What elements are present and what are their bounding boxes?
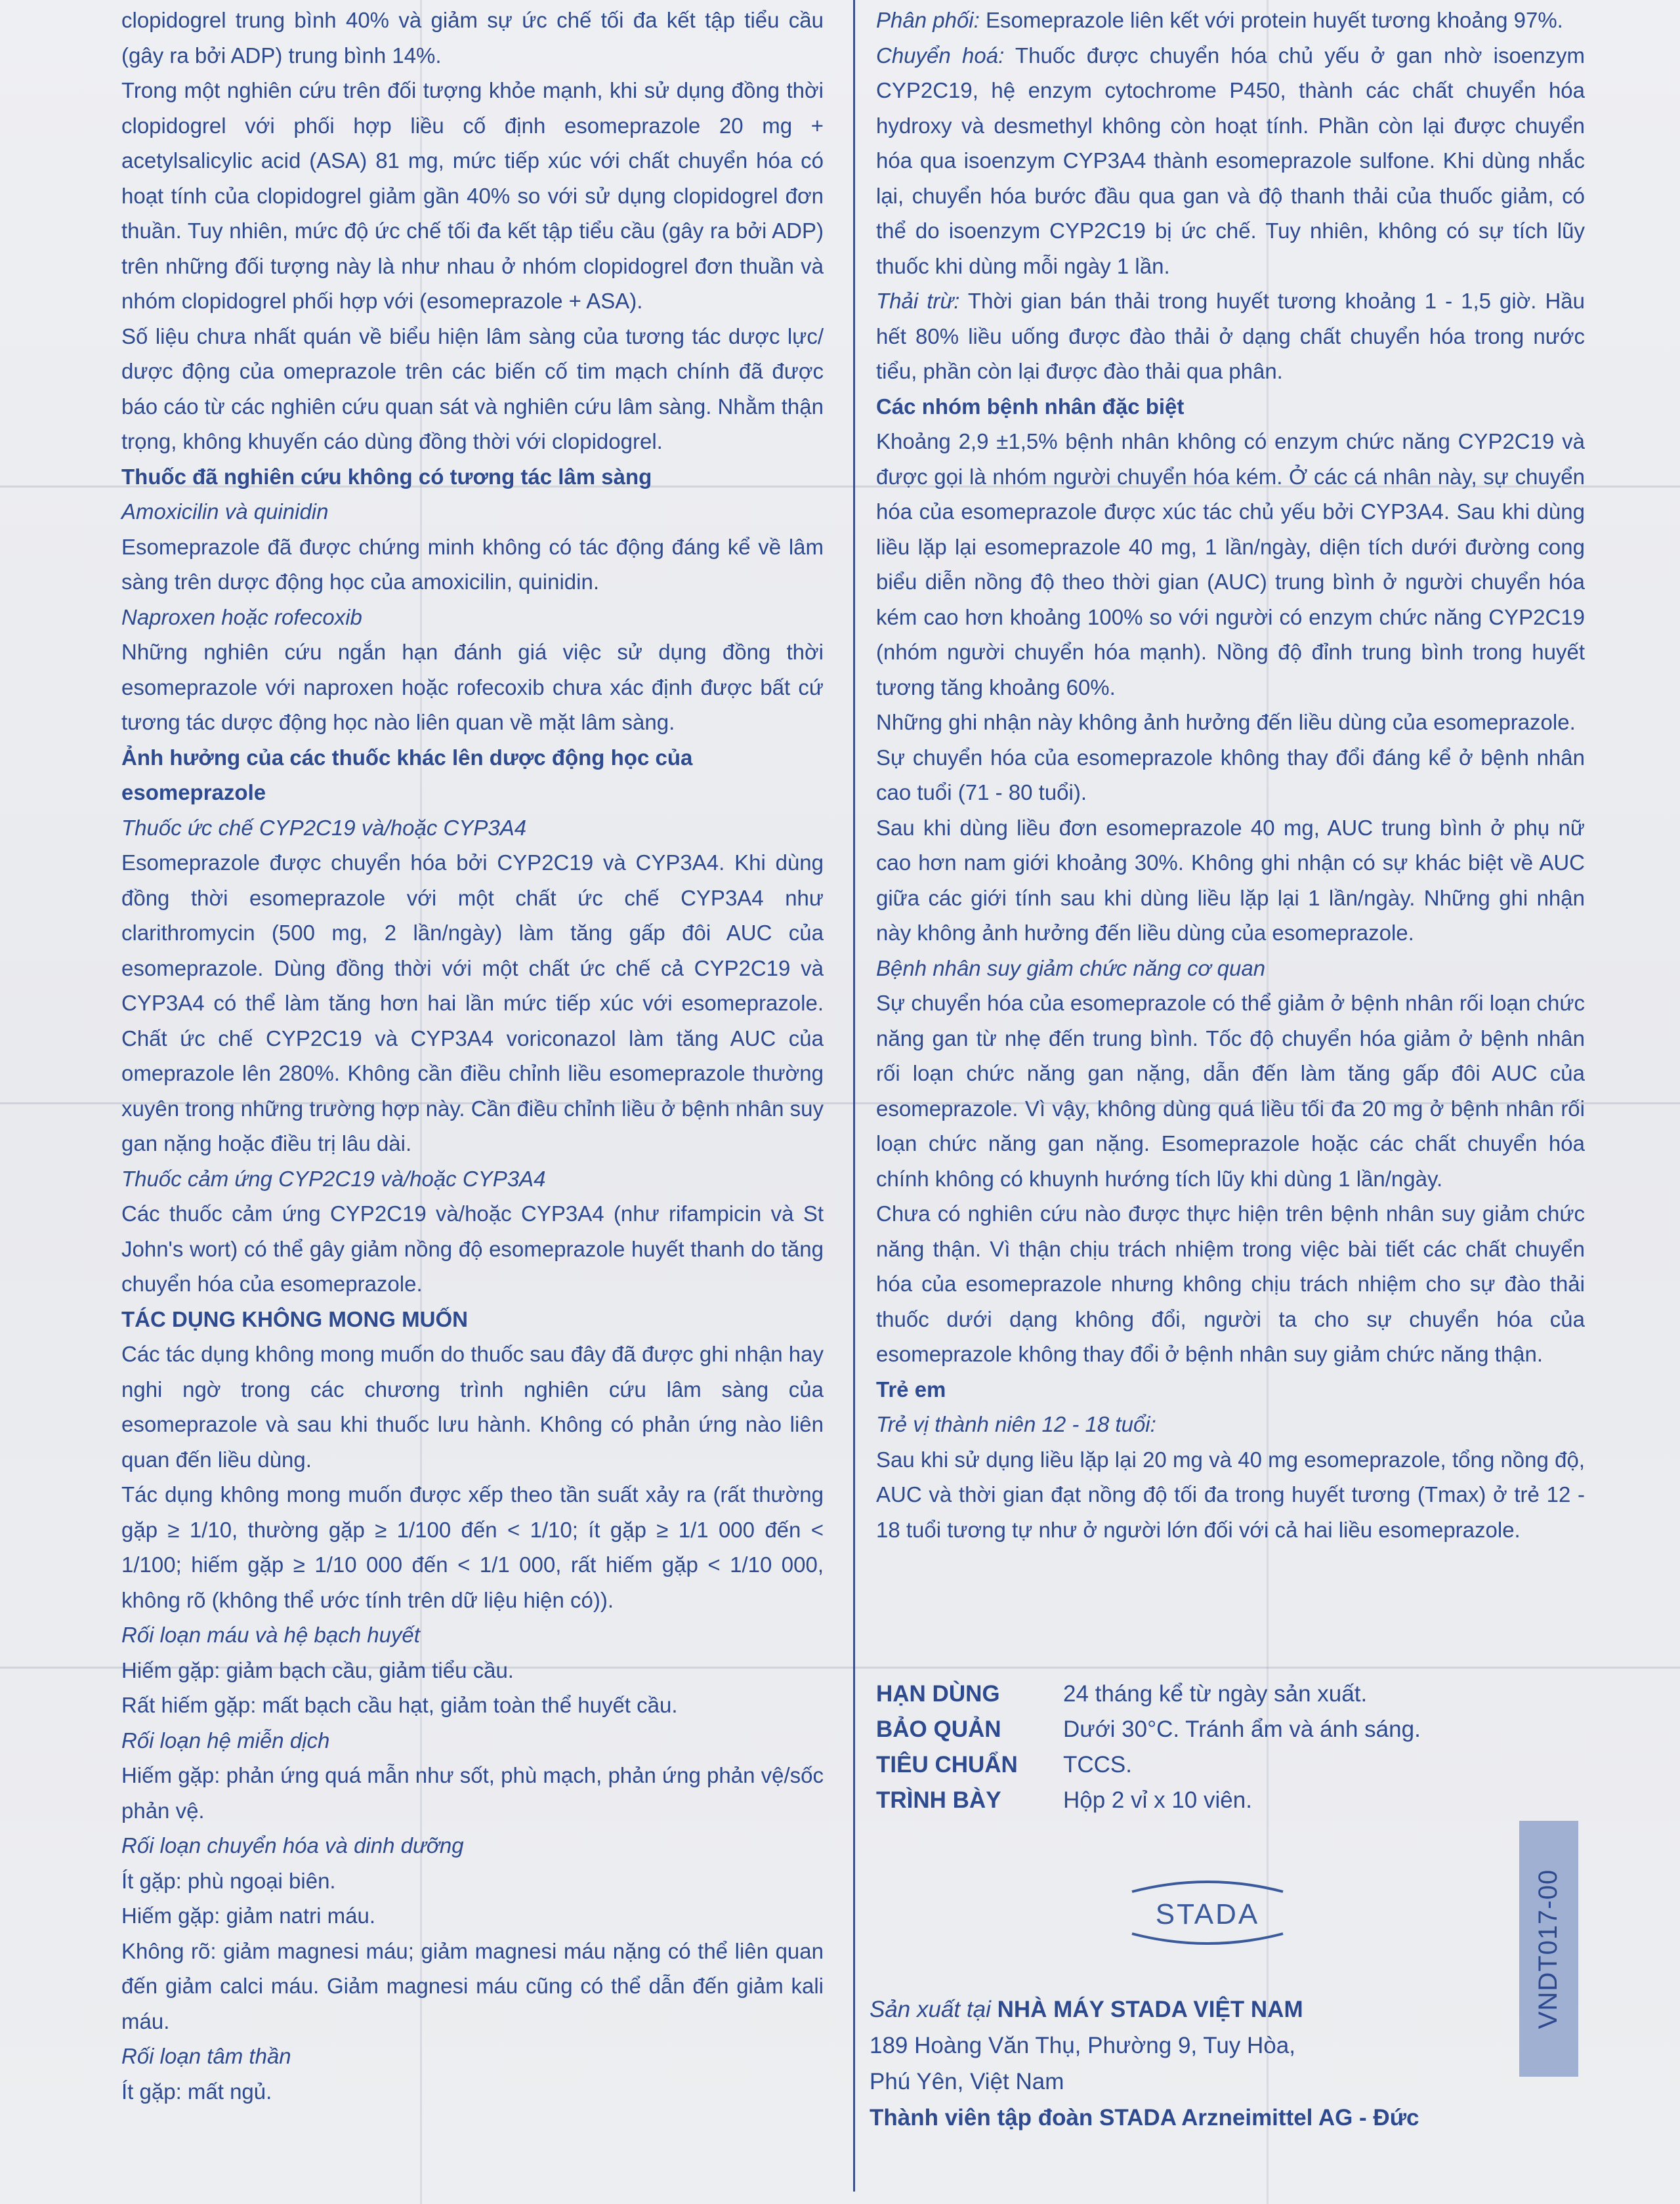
paragraph xyxy=(121,1196,824,1302)
subsection-heading xyxy=(121,1161,824,1197)
paragraph-text: Esomeprazole đã được chứng minh không có tác động đáng kể về lâm sàng trên dược động học của amoxicilin, quinidin. xyxy=(121,534,824,594)
paragraph-text: Ít gặp: mất ngủ. xyxy=(121,2079,272,2104)
paragraph-text: Rối loạn hệ miễn dịch xyxy=(121,1728,330,1753)
paragraph xyxy=(876,705,1585,740)
paragraph xyxy=(121,319,824,459)
paragraph-text: Rối loạn chuyển hóa và dinh dưỡng xyxy=(121,1833,464,1858)
paragraph xyxy=(121,1863,824,1899)
paragraph-lead: Phân phối: xyxy=(876,8,980,32)
manufacturer-name: NHÀ MÁY STADA VIỆT NAM xyxy=(997,1997,1303,2022)
paragraph-text: Tác dụng không mong muốn được xếp theo tần suất xảy ra (rất thường gặp ≥ 1/10, thường gặp ≥ 1/100 đến < 1/10; ít gặp ≥ 1/1 000 đến < 1/100; hiếm gặp ≥ 1/10 000 đến < 1/1 000, rất hiếm gặp < 1/10 000, không rõ (không thể ước tính trên dữ liệu hiện có)). xyxy=(121,1482,824,1612)
paragraph xyxy=(121,3,824,73)
info-row-standard xyxy=(876,1747,1421,1783)
paragraph-text: Ít gặp: phù ngoại biên. xyxy=(121,1868,336,1893)
info-label: HẠN DÙNG xyxy=(876,1681,1000,1707)
paragraph-text: Những nghiên cứu ngắn hạn đánh giá việc sử dụng đồng thời esomeprazole với naproxen hoặc rofecoxib chưa xác định được bất cứ tương tác dược động học nào liên quan về mặt lâm sàng. xyxy=(121,640,824,734)
subsection-heading xyxy=(121,600,824,635)
paragraph-text: Không rõ: giảm magnesi máu; giảm magnesi máu nặng có thể liên quan đến giảm calci máu. Giảm magnesi máu cũng có thể dẫn đến giảm kali máu. xyxy=(121,1938,824,2033)
paragraph-text: Naproxen hoặc rofecoxib xyxy=(121,604,362,629)
subsection-heading xyxy=(876,951,1585,986)
paragraph xyxy=(121,1337,824,1477)
paragraph xyxy=(121,634,824,740)
subsection-heading xyxy=(121,1617,824,1653)
logo-text: STADA xyxy=(1155,1898,1260,1930)
paragraph xyxy=(876,1442,1585,1548)
subsection-heading xyxy=(121,2039,824,2074)
paragraph-text: Các thuốc cảm ứng CYP2C19 và/hoặc CYP3A4 (như rifampicin và St John's wort) có thể gây giảm nồng độ esomeprazole huyết thanh do tăng chuyển hóa của esomeprazole. xyxy=(121,1201,824,1296)
paragraph xyxy=(121,1653,824,1688)
paragraph-text: Sau khi sử dụng liều lặp lại 20 mg và 40 mg esomeprazole, tổng nồng độ, AUC và thời gian đạt nồng độ tối đa trong huyết tương (Tmax) ở trẻ 12 - 18 tuổi tương tự như ở người lớn đối với cả hai liều esomeprazole. xyxy=(876,1447,1585,1542)
section-heading xyxy=(121,459,824,495)
info-row-expiry xyxy=(876,1676,1421,1712)
paragraph-text: Thuốc đã nghiên cứu không có tương tác lâm sàng xyxy=(121,464,652,489)
paragraph xyxy=(121,1477,824,1617)
paragraph-text: Trẻ vị thành niên 12 - 18 tuổi: xyxy=(876,1412,1156,1436)
paragraph xyxy=(121,1898,824,1934)
manufacturer-block xyxy=(870,1991,1419,2136)
paragraph-text: Trẻ em xyxy=(876,1377,946,1402)
paragraph-text: Thuốc ức chế CYP2C19 và/hoặc CYP3A4 xyxy=(121,815,527,840)
manufacturer-group: Thành viên tập đoàn STADA Arzneimittel AG - Đức xyxy=(870,2105,1419,2131)
paragraph-text: Các tác dụng không mong muốn do thuốc sau đây đã được ghi nhận hay nghi ngờ trong các chương trình nghiên cứu lâm sàng của esomeprazole và sau khi thuốc lưu hành. Không có phản ứng nào liên quan đến liều dùng. xyxy=(121,1342,824,1472)
info-value: 24 tháng kể từ ngày sản xuất. xyxy=(1063,1681,1368,1707)
subsection-heading xyxy=(121,1828,824,1863)
paragraph-text: Hiếm gặp: giảm bạch cầu, giảm tiểu cầu. xyxy=(121,1657,514,1682)
stada-logo xyxy=(1119,1873,1296,1949)
paragraph-text: Rối loạn tâm thần xyxy=(121,2044,291,2068)
paragraph-text: Khoảng 2,9 ±1,5% bệnh nhân không có enzym chức năng CYP2C19 và được gọi là nhóm người chuyển hóa kém. Ở các cá nhân này, sự chuyển hóa của esomeprazole được xúc tác chủ yếu bởi CYP3A4. Sau khi dùng liều lặp lại esomeprazole 40 mg, 1 lần/ngày, diện tích dưới đường cong biểu diễn nồng độ theo thời gian (AUC) trung bình ở người chuyển hóa kém cao hơn khoảng 100% so với người có enzym chức năng CYP2C19 (nhóm người chuyển hóa mạnh). Nồng độ đỉnh trung bình trong huyết tương tăng khoảng 60%. xyxy=(876,429,1585,699)
paragraph-text: Thuốc được chuyển hóa chủ yếu ở gan nhờ isoenzym CYP2C19, hệ enzym cytochrome P450, thành các chất chuyển hóa hydroxy và desmethyl không còn hoạt tính. Phần còn lại được chuyển hóa qua isoenzym CYP3A4 thành esomeprazole sulfone. Khi dùng nhắc lại, chuyển hóa bước đầu qua gan và độ thanh thải của thuốc giảm, có thể do isoenzym CYP2C19 bị ức chế. Tuy nhiên, không có sự tích lũy thuốc khi dùng mỗi ngày 1 lần. xyxy=(876,43,1585,278)
column-divider xyxy=(853,0,855,2192)
paragraph xyxy=(876,283,1585,389)
paragraph-text: Thuốc cảm ứng CYP2C19 và/hoặc CYP3A4 xyxy=(121,1166,546,1191)
paragraph xyxy=(121,73,824,319)
document-code xyxy=(1519,1821,1578,2077)
right-column xyxy=(876,3,1585,1547)
info-row-packaging xyxy=(876,1783,1421,1818)
paragraph-text: Ảnh hưởng của các thuốc khác lên dược động học của esomeprazole xyxy=(121,745,693,804)
info-row-storage xyxy=(876,1712,1421,1747)
paragraph xyxy=(121,1934,824,2039)
subsection-heading xyxy=(121,810,824,846)
info-label: TRÌNH BÀY xyxy=(876,1787,1001,1813)
paragraph-text: Sự chuyển hóa của esomeprazole không thay đổi đáng kể ở bệnh nhân cao tuổi (71 - 80 tuổi). xyxy=(876,745,1585,804)
left-column xyxy=(121,3,824,2109)
info-value: Dưới 30°C. Tránh ẩm và ánh sáng. xyxy=(1063,1716,1421,1742)
manufacturer-address: Phú Yên, Việt Nam xyxy=(870,2069,1064,2094)
paragraph-text: Sau khi dùng liều đơn esomeprazole 40 mg, AUC trung bình ở phụ nữ cao hơn nam giới khoảng 30%. Không ghi nhận có sự khác biệt về AUC giữa các giới tính sau khi dùng liều lặp lại 1 lần/ngày. Những ghi nhận này không ảnh hưởng đến liều dùng của esomeprazole. xyxy=(876,815,1585,945)
paragraph xyxy=(876,810,1585,951)
paragraph-text: clopidogrel trung bình 40% và giảm sự ức chế tối đa kết tập tiểu cầu (gây ra bởi ADP) trung bình 14%. xyxy=(121,8,824,68)
section-heading xyxy=(876,1372,1585,1407)
paragraph-text: Những ghi nhận này không ảnh hưởng đến liều dùng của esomeprazole. xyxy=(876,710,1576,734)
paragraph xyxy=(121,2074,824,2110)
paragraph-lead: Chuyển hoá: xyxy=(876,43,1005,68)
section-heading xyxy=(876,389,1585,425)
manufacturer-line xyxy=(870,1991,1419,2027)
paragraph xyxy=(121,530,824,600)
paragraph xyxy=(121,1688,824,1723)
subsection-heading xyxy=(121,494,824,530)
paragraph xyxy=(876,3,1585,38)
paragraph xyxy=(876,740,1585,810)
paragraph xyxy=(876,424,1585,705)
paragraph xyxy=(876,38,1585,284)
paragraph xyxy=(876,1196,1585,1372)
subsection-heading xyxy=(876,1407,1585,1442)
manufacturer-prefix: Sản xuất tại xyxy=(870,1997,991,2022)
info-value: TCCS. xyxy=(1063,1752,1132,1778)
paragraph xyxy=(876,986,1585,1196)
paragraph-text: Hiếm gặp: giảm natri máu. xyxy=(121,1903,375,1928)
paragraph-text: Esomeprazole liên kết với protein huyết tương khoảng 97%. xyxy=(979,8,1563,32)
product-info-table xyxy=(876,1676,1421,1818)
info-label: BẢO QUẢN xyxy=(876,1716,1001,1742)
paragraph-text: Các nhóm bệnh nhân đặc biệt xyxy=(876,394,1185,419)
paragraph-text: Amoxicilin và quinidin xyxy=(121,499,329,524)
paragraph-text: TÁC DỤNG KHÔNG MONG MUỐN xyxy=(121,1306,468,1331)
paragraph xyxy=(121,1758,824,1828)
paragraph-text: Thời gian bán thải trong huyết tương khoảng 1 - 1,5 giờ. Hầu hết 80% liều uống được đào thải ở dạng chất chuyển hóa trong nước tiểu, phần còn lại được đào thải qua phân. xyxy=(876,289,1585,383)
paragraph-text: Esomeprazole được chuyển hóa bởi CYP2C19 và CYP3A4. Khi dùng đồng thời esomeprazole với một chất ức chế CYP3A4 như clarithromycin (500 mg, 2 lần/ngày) làm tăng gấp đôi AUC của esomeprazole. Dùng đồng thời với một chất ức chế cả CYP2C19 và CYP3A4 có thể làm tăng hơn hai lần mức tiếp xúc với esomeprazole. Chất ức chế CYP2C19 và CYP3A4 voriconazol làm tăng AUC của omeprazole lên 280%. Không cần điều chỉnh liều esomeprazole thường xuyên trong những trường hợp này. Cần điều chỉnh liều ở bệnh nhân suy gan nặng hoặc điều trị lâu dài. xyxy=(121,850,824,1155)
document-code-text: VNDT017-00 xyxy=(1534,1869,1563,2029)
paragraph-text: Số liệu chưa nhất quán về biểu hiện lâm sàng của tương tác dược lực/ dược động của omeprazole trên các biến cố tim mạch chính đã được báo cáo từ các nghiên cứu quan sát và nghiên cứu lâm sàng. Nhằm thận trọng, không khuyến cáo dùng đồng thời với clopidogrel. xyxy=(121,323,824,453)
paragraph-text: Bệnh nhân suy giảm chức năng cơ quan xyxy=(876,955,1266,980)
paragraph-text: Hiếm gặp: phản ứng quá mẫn như sốt, phù mạch, phản ứng phản vệ/sốc phản vệ. xyxy=(121,1763,824,1823)
paragraph-text: Trong một nghiên cứu trên đối tượng khỏe mạnh, khi sử dụng đồng thời clopidogrel với phối hợp liều cố định esomeprazole 20 mg + acetylsalicylic acid (ASA) 81 mg, mức tiếp xúc với chất chuyển hóa có hoạt tính của clopidogrel giảm gần 40% so với sử dụng clopidogrel đơn thuần. Tuy nhiên, mức độ ức chế tối đa kết tập tiểu cầu (gây ra bởi ADP) trên những đối tượng này là như nhau ở nhóm clopidogrel đơn thuần và nhóm clopidogrel phối hợp với (esomeprazole + ASA). xyxy=(121,78,824,313)
manufacturer-address: 189 Hoàng Văn Thụ, Phường 9, Tuy Hòa, xyxy=(870,2033,1295,2058)
info-value: Hộp 2 vỉ x 10 viên. xyxy=(1063,1787,1252,1813)
section-heading xyxy=(121,740,824,810)
paragraph-text: Sự chuyển hóa của esomeprazole có thể giảm ở bệnh nhân rối loạn chức năng gan từ nhẹ đến trung bình. Tốc độ chuyển hóa giảm ở bệnh nhân rối loạn chức năng gan nặng, dẫn đến làm tăng gấp đôi AUC của esomeprazole. Vì vậy, không dùng quá liều tối đa 20 mg ở bệnh nhân rối loạn chức năng gan nặng. Esomeprazole hoặc các chất chuyển hóa chính không có khuynh hướng tích lũy khi dùng 1 lần/ngày. xyxy=(876,991,1585,1191)
paragraph-lead: Thải trừ: xyxy=(876,289,960,313)
paragraph-text: Rối loạn máu và hệ bạch huyết xyxy=(121,1623,420,1647)
paragraph xyxy=(121,845,824,1161)
paragraph-text: Chưa có nghiên cứu nào được thực hiện trên bệnh nhân suy giảm chức năng thận. Vì thận chịu trách nhiệm trong việc bài tiết các chất chuyển hóa của esomeprazole nhưng không chịu trách nhiệm cho sự đào thải thuốc dưới dạng không đổi, người ta cho sự chuyển hóa của esomeprazole không thay đổi ở bệnh nhân suy giảm chức năng thận. xyxy=(876,1201,1585,1366)
subsection-heading xyxy=(121,1723,824,1758)
info-label: TIÊU CHUẨN xyxy=(876,1752,1018,1778)
section-heading xyxy=(121,1302,824,1337)
paragraph-text: Rất hiếm gặp: mất bạch cầu hạt, giảm toàn thể huyết cầu. xyxy=(121,1693,678,1717)
